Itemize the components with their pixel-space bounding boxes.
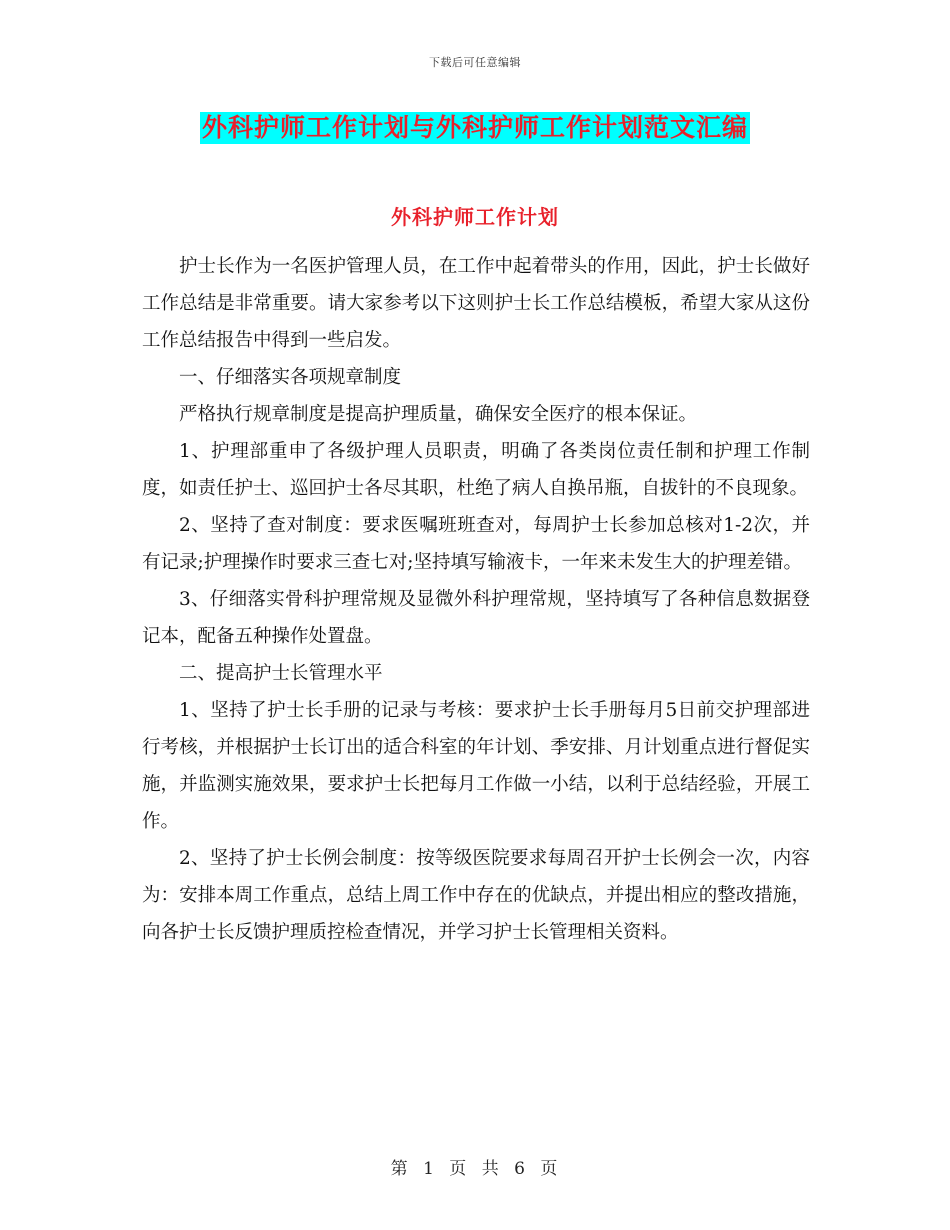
paragraph-item-3: 3、仔细落实骨科护理常规及显微外科护理常规，坚持填写了各种信息数据登记本，配备五种操作处置盘。 — [142, 589, 810, 647]
header-note: 下载后可任意编辑 — [429, 56, 521, 69]
main-title-wrapper — [0, 112, 950, 144]
paragraph-rules-lead: 严格执行规章制度是提高护理质量，确保安全医疗的根本保证。 — [179, 404, 698, 425]
page-number-footer: 第 1 页 共 6 页 — [390, 1159, 560, 1179]
paragraph-intro: 护士长作为一名医护管理人员，在工作中起着带头的作用，因此，护士长做好工作总结是非常重要。请大家参考以下这则护士长工作总结模板，希望大家从这份工作总结报告中得到一些启发。 — [142, 256, 810, 351]
heading-management: 二、提高护士长管理水平 — [179, 663, 383, 684]
section-title: 外科护师工作计划 — [391, 205, 559, 229]
paragraph-management-2: 2、坚持了护士长例会制度：按等级医院要求每周召开护士长例会一次，内容为：安排本周工作重点，总结上周工作中存在的优缺点，并提出相应的整改措施，向各护士长反馈护理质控检查情况，并学习护士长管理相关资料。 — [142, 848, 810, 943]
document-main-title: 外科护师工作计划与外科护师工作计划范文汇编 — [201, 113, 748, 142]
paragraph-management-1: 1、坚持了护士长手册的记录与考核：要求护士长手册每月5日前交护理部进行考核，并根据护士长订出的适合科室的年计划、季安排、月计划重点进行督促实施，并监测实施效果，要求护士长把每月工作做一小结，以利于总结经验，开展工作。 — [142, 700, 810, 832]
paragraph-item-1: 1、护理部重申了各级护理人员职责，明确了各类岗位责任制和护理工作制度，如责任护士、巡回护士各尽其职，杜绝了病人自换吊瓶，自拔针的不良现象。 — [142, 441, 810, 499]
document-body — [142, 248, 810, 951]
heading-rules: 一、仔细落实各项规章制度 — [179, 367, 402, 388]
paragraph-item-2: 2、坚持了查对制度：要求医嘱班班查对，每周护士长参加总核对1-2次，并有记录;护理操作时要求三查七对;坚持填写输液卡，一年来未发生大的护理差错。 — [142, 515, 810, 573]
